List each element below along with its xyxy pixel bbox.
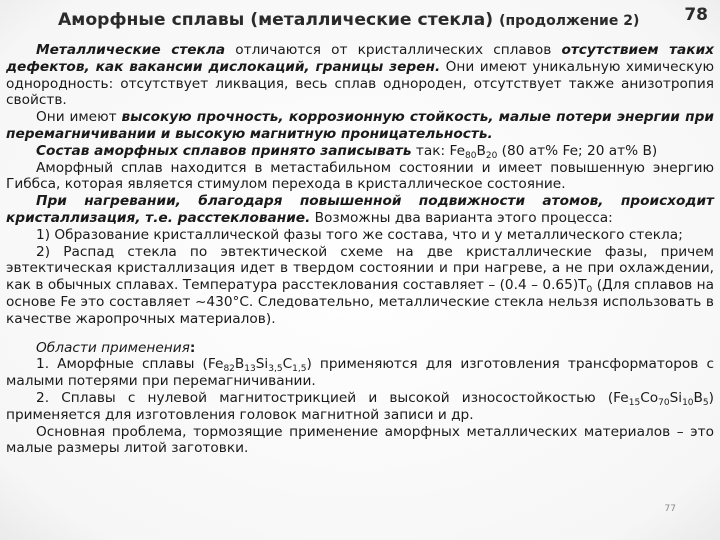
text-run: Si xyxy=(669,389,683,406)
defects-emphasis: отсутствием таких дефектов, как вакансии дислокаций, границы зерен. xyxy=(6,42,714,75)
page-number-bottom: 77 xyxy=(664,504,676,514)
subscript: 82 xyxy=(223,364,235,375)
heating-emphasis: При нагревании, благодаря повышенной подвижности атомов, происходит кристаллизация, т.е. расстеклование. xyxy=(6,193,714,226)
list-item-1: 1) Образование кристаллической фазы того же состава, что и у металлического стекла; xyxy=(36,226,683,243)
text-run: так: Fe xyxy=(411,142,466,159)
subscript: 5 xyxy=(702,397,709,408)
text-run: отличаются от кристаллических сплавов xyxy=(225,42,562,58)
text-run: ) применяются для изготовления трансформаторов с малыми потерями при перемагничивании. xyxy=(6,356,714,390)
applications-colon: : xyxy=(189,339,196,356)
application-item-1 xyxy=(6,356,714,390)
slide-body xyxy=(6,42,714,457)
slide-title-suffix: (продолжение 2) xyxy=(499,13,640,29)
subscript: 3,5 xyxy=(268,364,283,375)
application-item-2 xyxy=(6,390,714,424)
subscript: 13 xyxy=(244,364,256,375)
text-run: Они имеют xyxy=(36,109,122,126)
paragraph-heating xyxy=(6,193,714,227)
text-run: 2) Распад стекла по эвтектической схеме на две кристаллические фазы, причем эвтектическая кристаллизация идет в твердом состоянии и при нагреве, а не при охлаждении, как в обычных сплавах. Температура расстеклования составляет – (0.4 – 0.65)T xyxy=(6,243,714,294)
properties-emphasis: высокую прочность, коррозионную стойкость, малые потери энергии при перемагничивании и высокую магнитную проницательность. xyxy=(6,109,714,142)
subscript: 0 xyxy=(586,285,593,296)
applications-heading-text: Области применения xyxy=(36,339,190,356)
paragraph-properties xyxy=(6,109,714,143)
text-run: Возможны два варианта этого процесса: xyxy=(310,209,613,226)
text-run: (80 ат% Fe; 20 ат% B) xyxy=(497,142,658,159)
list-item-2 xyxy=(6,244,714,328)
text-run: B xyxy=(234,356,245,373)
subscript: 70 xyxy=(658,397,670,408)
text-run: Они имеют уникальную химическую однородность: отсутствует ликвация, весь сплав однороден, отсутствует также анизотропия свойств. xyxy=(6,58,714,109)
term-metallic-glasses: Металлические стекла xyxy=(36,42,226,58)
subscript: 1,5 xyxy=(292,364,307,375)
subscript: 15 xyxy=(628,397,641,408)
text-run: B xyxy=(476,142,486,159)
applications-heading xyxy=(6,340,714,357)
text-run: B xyxy=(693,389,703,406)
text-run: ) применяется для изготовления головок магнитной записи и др. xyxy=(6,389,714,423)
paragraph-main-problem: Основная проблема, тормозящие применение аморфных металлических материалов – это малые размеры литой заготовки. xyxy=(6,423,714,457)
page-number-top: 78 xyxy=(684,5,708,25)
text-run: 1. Аморфные сплавы (Fe xyxy=(36,356,224,373)
text-run: (Для сплавов на основе Fe это составляет ~430°С. Следовательно, металлические стекла нельзя использовать в качестве жаропрочных материалов). xyxy=(6,277,714,327)
text-run: Co xyxy=(640,389,659,406)
paragraph-composition xyxy=(6,143,714,160)
text-run: Si xyxy=(255,356,269,373)
text-run: 2. Сплавы с нулевой магнитострикцией и высокой износостойкостью (Fe xyxy=(36,389,629,406)
text-run: C xyxy=(282,356,293,373)
paragraph-metallic-glasses xyxy=(6,42,714,109)
slide-title xyxy=(58,10,639,30)
subscript: 80 xyxy=(465,150,477,161)
spacer xyxy=(6,328,714,340)
subscript: 10 xyxy=(682,397,694,408)
slide-title-main: Аморфные сплавы (металлические стекла) xyxy=(58,10,494,30)
composition-emphasis: Состав аморфных сплавов принято записывать xyxy=(36,142,412,159)
subscript: 20 xyxy=(485,150,498,161)
paragraph-metastable: Аморфный сплав находится в метастабильном состоянии и имеет повышенную энергию Гиббса, которая является стимулом перехода в кристаллическое состояние. xyxy=(6,159,714,193)
